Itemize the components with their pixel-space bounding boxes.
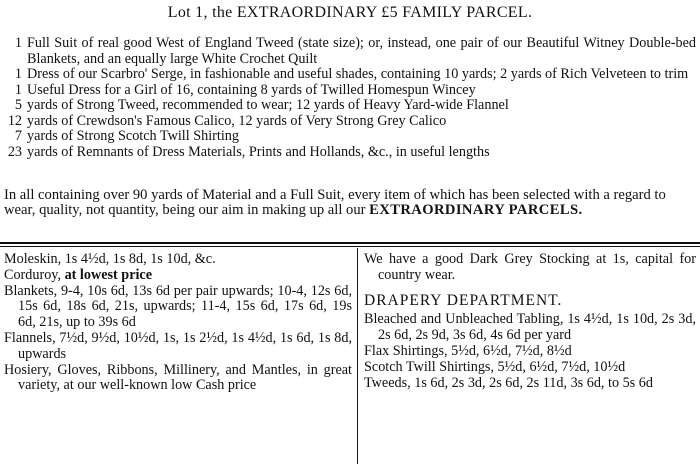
- section-divider: [0, 242, 700, 244]
- list-item: [4, 145, 696, 161]
- corduroy-price: at lowest price: [64, 266, 153, 283]
- item-text: Full Suit of real good West of England Tweed (state size); or, instead, one pair of our Beautiful Witney Double-bed Blankets, and an equally large White Crochet Quilt: [27, 35, 696, 67]
- moleskin-entry: Moleskin, 1s 4½d, 1s 8d, 1s 10d, &c.: [4, 251, 216, 267]
- item-text: yards of Remnants of Dress Materials, Prints and Hollands, &c., in useful lengths: [27, 143, 490, 160]
- right-column: [364, 252, 696, 391]
- stocking-entry: We have a good Dark Grey Stocking at 1s, capital for country wear.: [364, 251, 696, 283]
- page-title: Lot 1, the EXTRAORDINARY £5 FAMILY PARCEL.: [167, 4, 533, 21]
- item-quantity: 5: [14, 97, 22, 113]
- scotch-entry: Scotch Twill Shirtings, 5½d, 6½d, 7½d, 10½d: [364, 358, 626, 375]
- parcel-items-list: [4, 36, 696, 160]
- item-quantity: 1: [14, 66, 22, 82]
- corduroy-label: Corduroy,: [4, 266, 62, 283]
- flax-entry: Flax Shirtings, 5½d, 6½d, 7½d, 8½d: [364, 342, 572, 359]
- item-quantity: 1: [14, 81, 22, 98]
- item-text: yards of Strong Scotch Twill Shirting: [27, 128, 239, 144]
- left-column: [4, 252, 352, 394]
- section-divider-thin: [0, 246, 700, 247]
- item-quantity: 1: [14, 35, 22, 51]
- tabling-entry: Bleached and Unbleached Tabling, 1s 4½d, 1s 10d, 2s 3d, 2s 6d, 2s 9d, 3s 6d, 4s 6d per yard: [364, 311, 696, 344]
- item-text: yards of Crewdson's Famous Calico, 12 yards of Very Strong Grey Calico: [27, 112, 447, 129]
- summary-text: In all containing over 90 yards of Material and a Full Suit, every item of which has been selected with a regard to wear, quality, not quantity, being our aim in making up all our: [4, 187, 666, 218]
- hosiery-entry: Hosiery, Gloves, Ribbons, Millinery, and Mantles, in great variety, at our well-known low Cash price: [4, 361, 352, 394]
- department-heading: DRAPERY DEPARTMENT.: [364, 291, 563, 309]
- item-text: yards of Strong Tweed, recommended to wear; 12 yards of Heavy Yard-wide Flannel: [27, 97, 509, 113]
- item-text: Useful Dress for a Girl of 16, containing 8 yards of Twilled Homespun Wincey: [27, 81, 476, 98]
- item-quantity: 7: [14, 128, 22, 144]
- summary-emphasis: EXTRAORDINARY PARCELS.: [369, 202, 583, 218]
- item-text: Dress of our Scarbro' Serge, in fashionable and useful shades, containing 10 yards; 2 yards of Rich Velveteen to trim: [27, 66, 689, 82]
- item-quantity: 12: [7, 112, 22, 129]
- list-item: [4, 67, 696, 83]
- blankets-entry: Blankets, 9-4, 10s 6d, 13s 6d per pair upwards; 10-4, 12s 6d, 15s 6d, 18s 6d, 21s, upwards; 11-4, 15s 6d, 17s 6d, 19s 6d, 21s, up to 39s 6d: [4, 282, 352, 331]
- list-item: [4, 129, 696, 145]
- flannels-entry: Flannels, 7½d, 9½d, 10½d, 1s, 1s 2½d, 1s 4½d, 1s 6d, 1s 8d, upwards: [4, 329, 352, 362]
- list-item: [4, 114, 696, 130]
- list-item: [4, 98, 696, 114]
- tweeds-entry: Tweeds, 1s 6d, 2s 3d, 2s 6d, 2s 11d, 3s 6d, to 5s 6d: [364, 374, 653, 391]
- column-divider: [357, 248, 358, 464]
- summary-paragraph: [4, 188, 696, 218]
- list-item: [4, 36, 696, 67]
- corduroy-entry: [4, 268, 352, 284]
- list-item: [4, 83, 696, 99]
- item-quantity: 23: [7, 143, 22, 160]
